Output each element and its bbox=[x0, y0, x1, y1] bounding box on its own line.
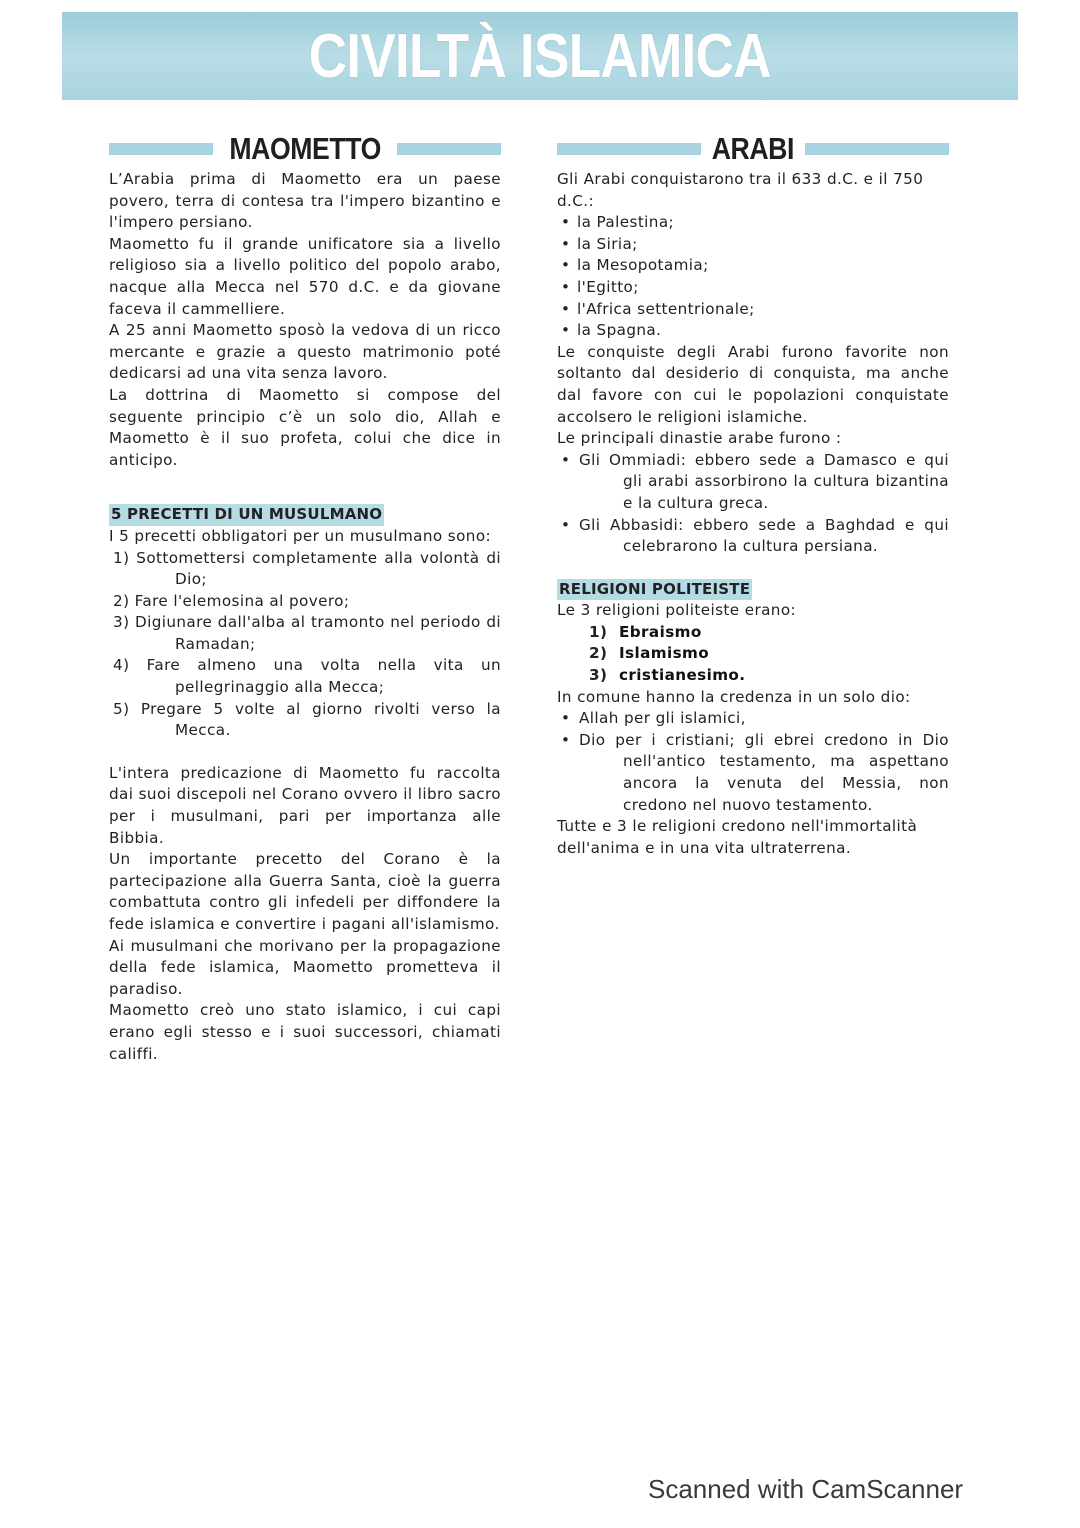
heading-bar bbox=[805, 143, 949, 155]
list-item: 5) Pregare 5 volte al giorno rivolti verso la Mecca. bbox=[113, 699, 501, 740]
arabi-heading-text: ARABI bbox=[711, 131, 795, 167]
list-item: • Allah per gli islamici, bbox=[561, 708, 949, 730]
paragraph: La dottrina di Maometto si compose del seguente principio c’è un solo dio, Allah e Maometto è il suo profeta, colui che dice in anticipo. bbox=[109, 385, 501, 469]
list-item: • la Siria; bbox=[561, 234, 949, 256]
list-item: 3) Digiunare dall'alba al tramonto nel periodo di Ramadan; bbox=[113, 613, 501, 653]
religioni-heading: RELIGIONI POLITEISTE bbox=[557, 579, 752, 601]
list-item: • Dio per i cristiani; gli ebrei credono in Dio nell'antico testamento, ma aspettano ancora la venuta del Messia, non credono nel nuovo testamento. bbox=[561, 730, 949, 816]
list-item bbox=[589, 665, 949, 687]
maometto-heading bbox=[109, 132, 501, 166]
paragraph: Maometto creò uno stato islamico, i cui capi erano egli stesso e i suoi successori, chiamati califfi. bbox=[109, 1001, 501, 1063]
title-banner bbox=[62, 12, 1018, 100]
scanner-watermark: Scanned with CamScanner bbox=[648, 1474, 964, 1504]
left-column bbox=[109, 132, 501, 1065]
dinastie-list bbox=[561, 450, 949, 558]
list-item: • la Palestina; bbox=[561, 212, 949, 234]
list-item: • l'Africa settentrionale; bbox=[561, 299, 949, 321]
list-item bbox=[589, 622, 949, 644]
list-text: cristianesimo. bbox=[619, 666, 746, 685]
paragraph: A 25 anni Maometto sposò la vedova di un ricco mercante e grazie a questo matrimonio poté dedicarsi ad una vita senza lavoro. bbox=[109, 321, 501, 383]
page-title: CIVILTÀ ISLAMICA bbox=[308, 21, 772, 91]
list-number: 3) bbox=[589, 666, 608, 685]
paragraph: Ai musulmani che morivano per la propagazione della fede islamica, Maometto prometteva il paradiso. bbox=[109, 936, 501, 998]
list-item: • la Mesopotamia; bbox=[561, 255, 949, 277]
paragraph: Le 3 religioni politeiste erano: bbox=[557, 601, 797, 620]
paragraph: Tutte e 3 le religioni credono nell'immortalità dell'anima e in una vita ultraterrena. bbox=[557, 817, 918, 857]
list-item: • la Spagna. bbox=[561, 320, 949, 342]
comune-list bbox=[561, 708, 949, 816]
maometto-heading-text: MAOMETTO bbox=[229, 131, 381, 167]
religioni-list bbox=[589, 622, 949, 687]
list-item: 2) Fare l'elemosina al povero; bbox=[113, 591, 350, 610]
paragraph: L'intera predicazione di Maometto fu raccolta dai suoi discepoli nel Corano ovvero il libro sacro per i musulmani, pari per importanza alle Bibbia. bbox=[109, 763, 501, 847]
list-item: • l'Egitto; bbox=[561, 277, 949, 299]
paragraph: L’Arabia prima di Maometto era un paese povero, terra di contesa tra l'impero bizantino e l'impero persiano. bbox=[109, 170, 501, 232]
heading-bar bbox=[397, 143, 501, 155]
list-item: • Gli Ommiadi: ebbero sede a Damasco e qui gli arabi assorbirono la cultura bizantina e la cultura greca. bbox=[561, 450, 949, 515]
list-item: • Gli Abbasidi: ebbero sede a Baghdad e qui celebrarono la cultura persiana. bbox=[561, 515, 949, 558]
paragraph: Un importante precetto del Corano è la partecipazione alla Guerra Santa, cioè la guerra combattuta contro gli infedeli per diffondere la fede islamica e convertire i pagani all'islamismo. bbox=[109, 850, 501, 933]
arabi-heading bbox=[557, 132, 949, 166]
precetti-list bbox=[113, 548, 501, 742]
list-item: 4) Fare almeno una volta nella vita un pellegrinaggio alla Mecca; bbox=[113, 656, 501, 697]
right-column bbox=[557, 132, 949, 859]
paragraph: Le conquiste degli Arabi furono favorite non soltanto dal desiderio di conquista, ma anche dal favore con cui le popolazioni conquistate accolsero le religioni islamiche. bbox=[557, 342, 949, 426]
list-text: Islamismo bbox=[619, 644, 710, 663]
list-text: Ebraismo bbox=[619, 622, 702, 641]
heading-bar bbox=[557, 143, 701, 155]
conquiste-list bbox=[561, 212, 949, 342]
heading-bar bbox=[109, 143, 213, 155]
list-number: 1) bbox=[589, 622, 608, 641]
precetti-intro: I 5 precetti obbligatori per un musulmano sono: bbox=[109, 526, 492, 545]
list-item bbox=[589, 643, 949, 665]
paragraph: Gli Arabi conquistarono tra il 633 d.C. e il 750 d.C.: bbox=[557, 170, 924, 210]
paragraph: Le principali dinastie arabe furono : bbox=[557, 429, 842, 448]
list-item: 1) Sottomettersi completamente alla volontà di Dio; bbox=[113, 548, 501, 589]
precetti-heading: 5 PRECETTI DI UN MUSULMANO bbox=[109, 504, 384, 526]
paragraph: Maometto fu il grande unificatore sia a livello religioso sia a livello politico del popolo arabo, nacque alla Mecca nel 570 d.C. e da giovane faceva il cammelliere. bbox=[109, 234, 501, 318]
list-number: 2) bbox=[589, 644, 608, 663]
paragraph: In comune hanno la credenza in un solo dio: bbox=[557, 687, 911, 706]
